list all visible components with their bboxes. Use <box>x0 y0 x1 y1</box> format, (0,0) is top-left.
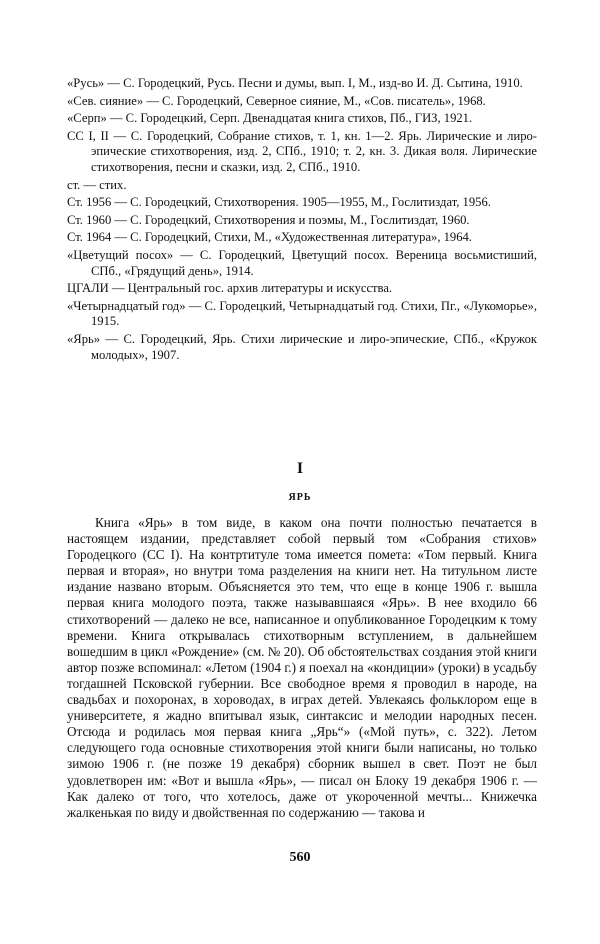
abbreviation-entry: «Четырнадцатый год» — С. Городецкий, Четырнадцатый год. Стихи, Пг., «Лукоморье», 1915. <box>67 298 537 329</box>
abbreviation-entry: ст. — стих. <box>67 177 127 192</box>
commentary-text <box>67 515 537 821</box>
abbreviation-entry: Ст. 1960 — С. Городецкий, Стихотворения и поэмы, М., Гослитиздат, 1960. <box>67 212 470 227</box>
abbreviation-entry: Ст. 1956 — С. Городецкий, Стихотворения. 1905—1955, М., Гослитиздат, 1956. <box>67 195 491 210</box>
abbreviation-entry: «Ярь» — С. Городецкий, Ярь. Стихи лирические и лиро-эпические, СПб., «Кружок молодых», 1907. <box>67 331 537 362</box>
abbreviation-entry: Ст. 1964 — С. Городецкий, Стихи, М., «Художественная литература», 1964. <box>67 230 472 245</box>
abbreviation-entry: СС I, II — С. Городецкий, Собрание стихов, т. 1, кн. 1—2. Ярь. Лирические и лиро-эпические стихотворения, изд. 2, СПб., 1910; т. 2, кн. 3. Дикая воля. Лирические стихотворения, песни и сказки, изд. 2, СПб., 1910. <box>67 128 537 174</box>
abbreviation-entry: «Русь» — С. Городецкий, Русь. Песни и думы, вып. I, М., изд-во И. Д. Сытина, 1910. <box>67 76 523 90</box>
abbreviation-entry: «Серп» — С. Городецкий, Серп. Двенадцатая книга стихов, Пб., ГИЗ, 1921. <box>67 111 473 126</box>
abbreviation-entry: «Цветущий посох» — С. Городецкий, Цветущий посох. Вереница восьмистиший, СПб., «Грядущий день», 1914. <box>67 247 537 278</box>
section-number: I <box>296 460 304 477</box>
abbreviation-entry: «Сев. сияние» — С. Городецкий, Северное сияние, М., «Сов. писатель», 1968. <box>67 93 486 108</box>
commentary-paragraph: Книга «Ярь» в том виде, в каком она почти полностью печатается в настоящем издании, представляет собой первый том «Собрания стихов» Городецкого (СС I). На контртитуле тома имеется помета: «Том первый. Книга первая и вторая», но внутри тома разделения на книги нет. На титульном листе издание названо вторым. Объясняется это тем, что еще в конце 1906 г. вышла первая книга молодого поэта, также называвшаяся «Ярь». В нее входило 66 стихотворений — далеко не все, написанное и опубликованное Городецким к тому времени. Книга открывалась стихотворным вступлением, в дальнейшем вошедшим в цикл «Рождение» (см. № 20). Об обстоятельствах создания этой книги автор позже вспоминал: «Летом (1904 г.) я поехал на «кондиции» (уроки) в усадьбу тогдашней Псковской губернии. Все свободное время я проводил в народе, на свадьбах и похоронах, в хороводах, в играх детей. Увлекаясь фольклором еще в университете, я жадно впитывал язык, синтаксис и мелодии народных песен. Отсюда и родилась моя первая книга „Ярь“» («Мой путь», с. 322). Летом следующего года основные стихотворения этой книги были написаны, но только зимою 1906 г. (не позже 19 декабря) сборник вышел в свет. Поэт не был удовлетворен им: «Вот и вышла «Ярь», — писал он Блоку 19 декабря 1906 г. — Как далеко от того, что хотелось, даже от укороченной мечты... Книжечка жалкенькая по виду и двойственная по содержанию — такова и <box>67 515 537 820</box>
page-number: 560 <box>289 850 311 865</box>
section-title: ЯРЬ <box>288 492 312 503</box>
abbreviation-entry: ЦГАЛИ — Центральный гос. архив литературы и искусства. <box>67 281 393 296</box>
abbreviations-list <box>67 76 537 365</box>
